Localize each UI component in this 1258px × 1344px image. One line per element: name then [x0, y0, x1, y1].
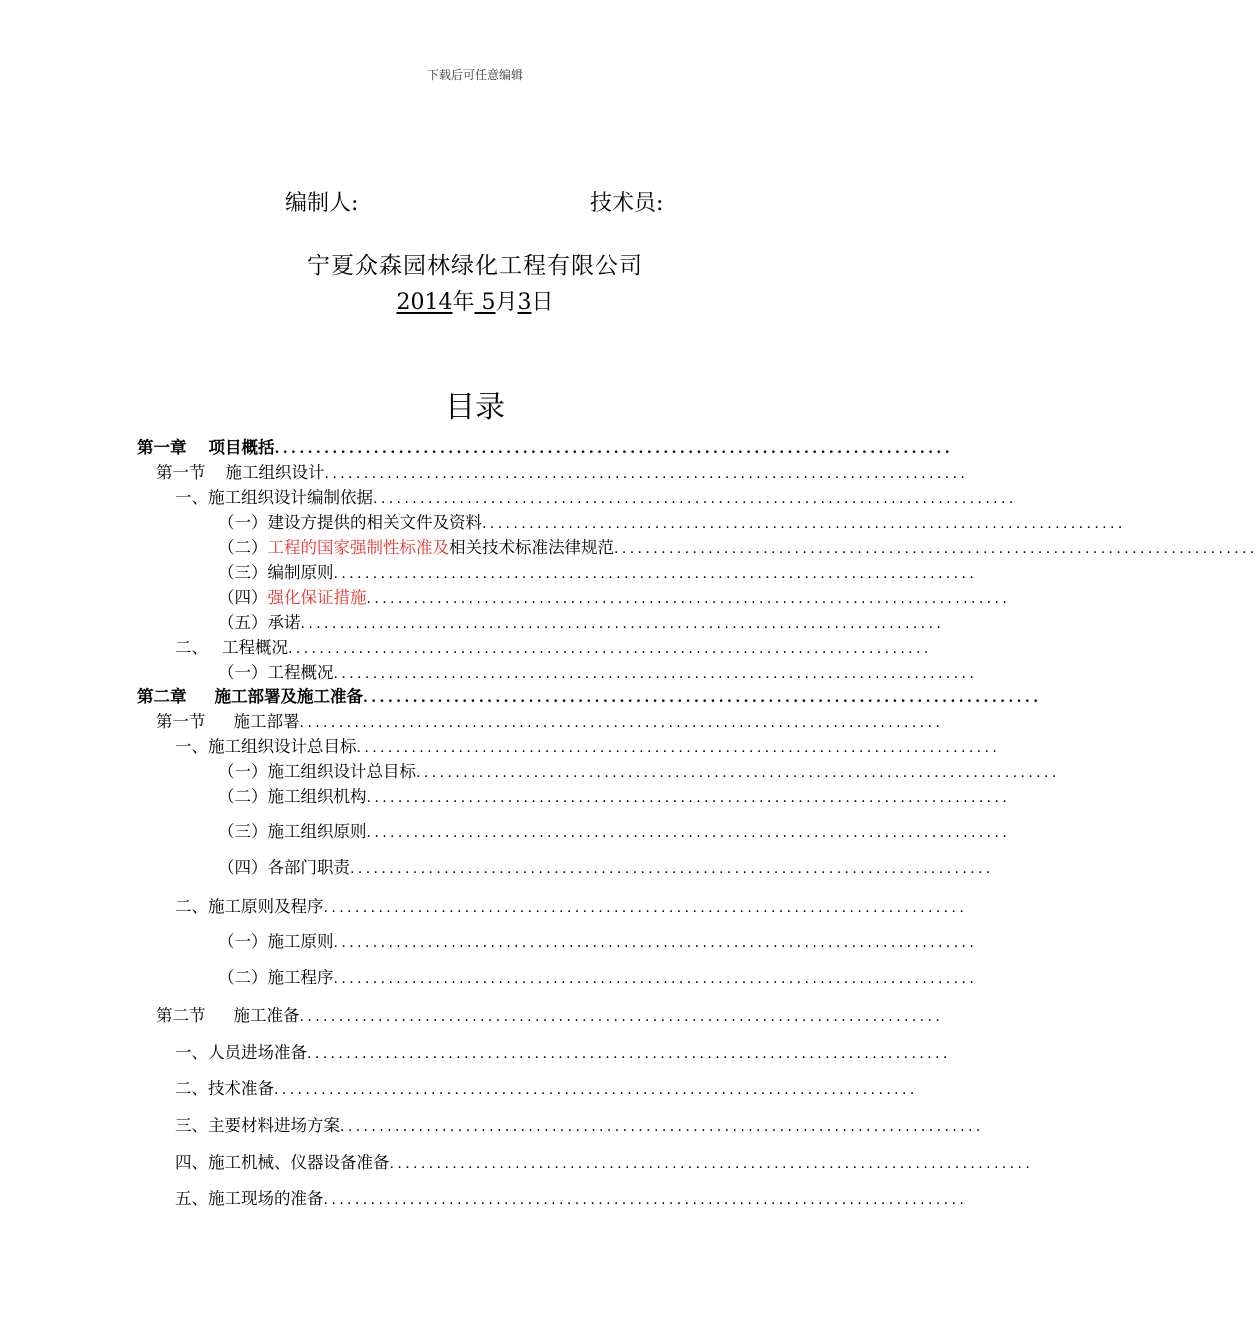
toc-subitem-title: （一）工程概况 [218, 663, 334, 682]
document-date [0, 285, 950, 316]
toc-leader-dots: .................................................................................. [366, 790, 1011, 806]
toc-subitem-prefix: （四） [218, 588, 268, 607]
date-year-unit: 年 [452, 290, 475, 315]
editor-label: 编制人: [285, 191, 359, 216]
toc-leader-dots: .................................................................................. [366, 591, 1011, 607]
toc-section-1-1[interactable] [156, 462, 969, 485]
toc-leader-dots: .................................................................................. [307, 1046, 951, 1062]
toc-subitem-title: （一）施工组织设计总目标 [218, 762, 416, 781]
toc-leader-dots: .................................................................................. [333, 935, 978, 951]
toc-subitem-5[interactable] [218, 612, 945, 635]
toc-section-2-1[interactable] [156, 711, 944, 734]
toc-leader-dots: .................................................................................. [333, 971, 978, 987]
toc-leader-dots: .................................................................................. [323, 900, 968, 916]
toc-item-2-2-3[interactable] [175, 1115, 984, 1138]
toc-section-title: 施工组织设计 [225, 463, 325, 482]
toc-leader-dots: .................................................................................. [389, 1156, 1034, 1172]
toc-leader-dots: .................................................................................. [274, 1082, 918, 1098]
toc-leader-dots: .................................................................................. [274, 441, 953, 457]
toc-subitem-rest: 相关技术标准法律规范 [449, 538, 614, 557]
toc-section-title: 施工部署 [233, 712, 300, 731]
toc-subitem-title: （四）各部门职责 [218, 858, 350, 877]
date-day-unit: 日 [531, 290, 554, 315]
toc-leader-dots: .................................................................................. [333, 566, 978, 582]
toc-leader-dots: .................................................................................. [333, 666, 978, 682]
toc-leader-dots: .................................................................................. [350, 861, 994, 877]
toc-subitem-construction-principle[interactable] [218, 931, 978, 954]
toc-item-title: 二、施工原则及程序 [175, 897, 324, 916]
toc-leader-dots: .................................................................................. [299, 1009, 944, 1025]
toc-subitem-1[interactable] [218, 512, 1126, 535]
date-day: 3 [517, 290, 532, 315]
toc-leader-dots: .................................................................................. [482, 516, 1126, 532]
toc-subitem-goal[interactable] [218, 761, 1060, 784]
toc-subitem-construction-procedure[interactable] [218, 967, 978, 990]
toc-leader-dots: .................................................................................. [416, 765, 1060, 781]
toc-section-number: 第二节 [156, 1006, 206, 1025]
toc-leader-dots: .................................................................................. [299, 715, 944, 731]
toc-item-2-2-1[interactable] [175, 1042, 951, 1065]
toc-subitem-title: （一）建设方提供的相关文件及资料 [218, 513, 482, 532]
toc-item-number: 二、 [175, 638, 208, 657]
toc-subitem-title: （一）施工原则 [218, 932, 334, 951]
toc-section-number: 第一节 [156, 712, 206, 731]
toc-leader-dots: .................................................................................. [614, 541, 1258, 557]
toc-item-title: 五、施工现场的准备 [175, 1189, 324, 1208]
toc-item-1-1-2[interactable] [175, 637, 932, 660]
toc-leader-dots: .................................................................................. [300, 616, 945, 632]
toc-leader-dots: .................................................................................. [356, 740, 1001, 756]
toc-leader-dots: .................................................................................. [340, 1119, 984, 1135]
toc-item-1-1-1[interactable] [175, 487, 1017, 510]
toc-chapter-number: 第一章 [137, 438, 187, 457]
toc-item-title: 四、施工机械、仪器设备准备 [175, 1153, 390, 1172]
toc-leader-dots: .................................................................................. [323, 1192, 968, 1208]
date-month: 5 [481, 290, 496, 315]
toc-chapter-2[interactable] [137, 686, 1042, 709]
toc-subitem-overview[interactable] [218, 662, 978, 685]
toc-leader-dots: .................................................................................. [288, 641, 932, 657]
toc-subitem-highlight: 强化保证措施 [267, 588, 367, 607]
toc-item-title: 一、施工组织设计编制依据 [175, 488, 373, 507]
toc-section-number: 第一节 [156, 463, 206, 482]
toc-item-2-2-4[interactable] [175, 1152, 1034, 1175]
toc-item-title: 二、技术准备 [175, 1079, 274, 1098]
toc-subitem-title: （二）施工组织机构 [218, 787, 367, 806]
toc-section-title: 施工准备 [233, 1006, 300, 1025]
date-year: 2014 [396, 290, 453, 315]
toc-item-title: 一、人员进场准备 [175, 1043, 307, 1062]
toc-leader-dots: .................................................................................. [366, 825, 1011, 841]
date-month-unit: 月 [495, 290, 518, 315]
toc-section-2-2[interactable] [156, 1005, 944, 1028]
company-name: 宁夏众森园林绿化工程有限公司 [307, 253, 643, 279]
header-note: 下载后可任意编辑 [426, 68, 523, 82]
toc-leader-dots: .................................................................................. [373, 491, 1017, 507]
toc-item-title: 三、主要材料进场方案 [175, 1116, 340, 1135]
toc-subitem-prefix: （二） [218, 538, 268, 557]
toc-item-2-1-1[interactable] [175, 736, 1001, 759]
toc-leader-dots: .................................................................................. [363, 690, 1042, 706]
toc-item-2-1-2[interactable] [175, 896, 968, 919]
toc-leader-dots: .................................................................................. [324, 466, 969, 482]
toc-title: 目录 [445, 390, 505, 425]
toc-subitem-highlight: 工程的国家强制性标准及 [267, 538, 449, 557]
toc-item-title: 一、施工组织设计总目标 [175, 737, 357, 756]
toc-subitem-title: （二）施工程序 [218, 968, 334, 987]
toc-item-2-2-2[interactable] [175, 1078, 918, 1101]
toc-chapter-number: 第二章 [137, 687, 187, 706]
toc-chapter-title: 项目概括 [208, 438, 275, 457]
toc-subitem-2[interactable] [218, 537, 1258, 560]
toc-chapter-1[interactable] [137, 437, 953, 460]
toc-subitem-duties[interactable] [218, 857, 994, 880]
toc-subitem-4[interactable] [218, 587, 1011, 610]
toc-subitem-title: （三）编制原则 [218, 563, 334, 582]
toc-subitem-title: （五）承诺 [218, 613, 301, 632]
toc-subitem-principle[interactable] [218, 821, 1011, 844]
toc-item-2-2-5[interactable] [175, 1188, 968, 1211]
toc-subitem-3[interactable] [218, 562, 978, 585]
toc-subitem-title: （三）施工组织原则 [218, 822, 367, 841]
toc-item-title: 工程概况 [222, 638, 288, 657]
toc-chapter-title: 施工部署及施工准备 [214, 687, 363, 706]
technician-label: 技术员: [590, 191, 664, 216]
toc-subitem-organization[interactable] [218, 786, 1011, 809]
